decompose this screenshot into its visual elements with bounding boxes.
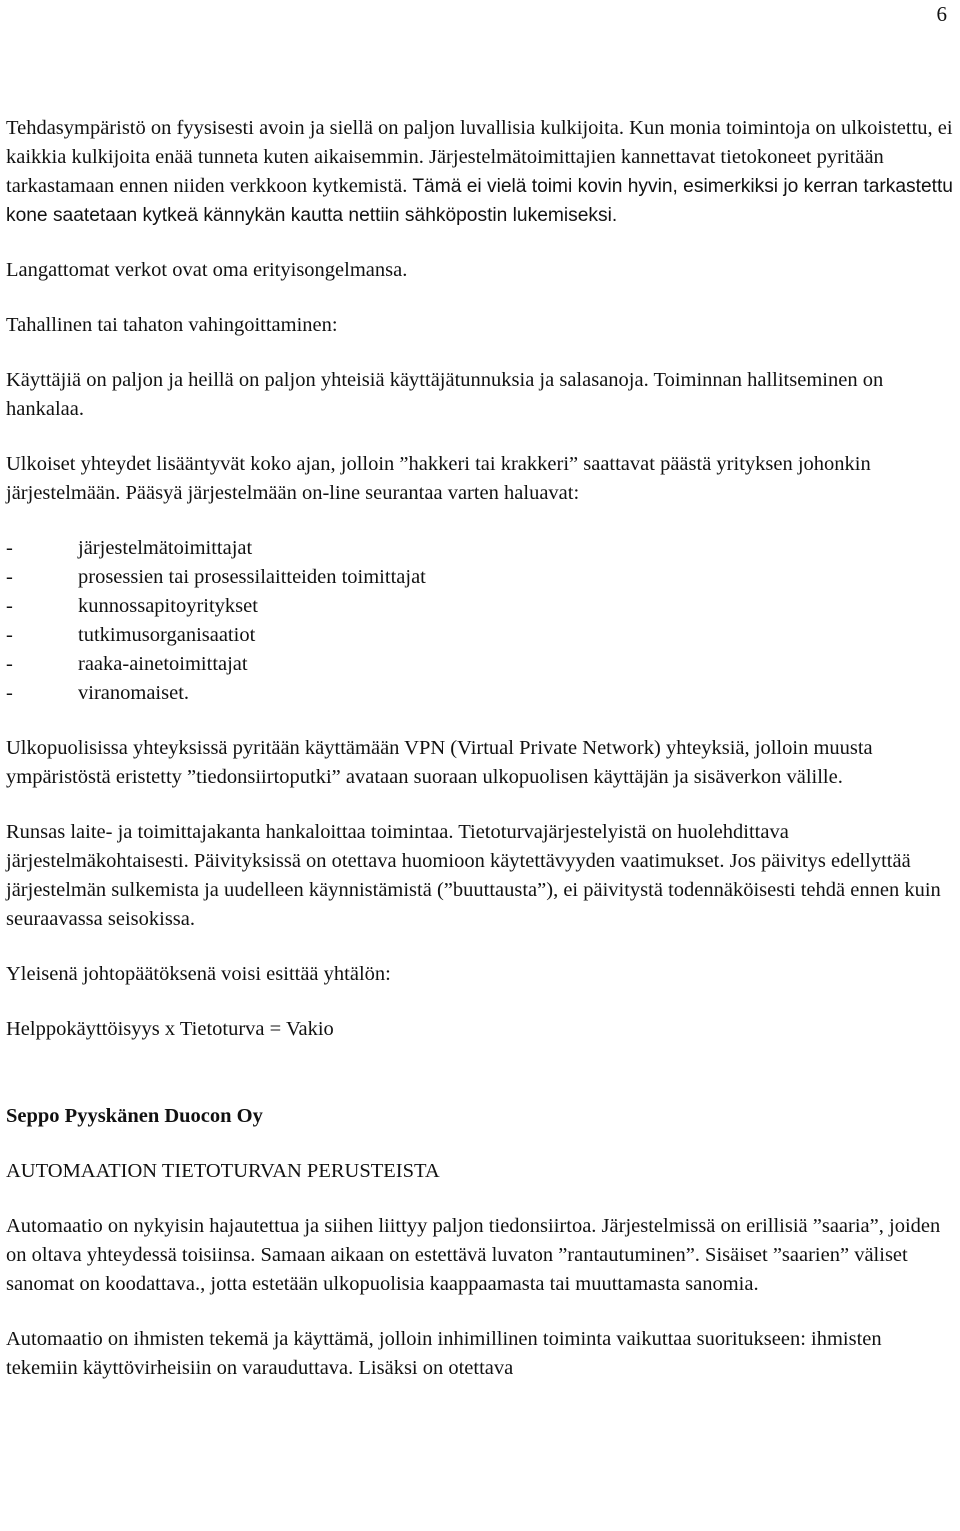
- list-dash: -: [6, 595, 13, 617]
- section-title: AUTOMAATION TIETOTURVAN PERUSTEISTA: [6, 1160, 440, 1182]
- paragraph-tahallinen: Tahallinen tai tahaton vahingoittaminen:: [6, 314, 338, 336]
- list-dash: -: [6, 537, 13, 559]
- intro-sentence-3: Tämä ei vielä toimi kovin hyvin, esimerkiksi jo kerran tarkastettu kone saatetaan kytkeä kännykän kautta nettiin sähköpostin lukemiseksi.: [6, 176, 953, 226]
- list-dash: -: [6, 624, 13, 646]
- list-item-text: kunnossapitoyritykset: [78, 595, 258, 617]
- paragraph-runsas: Runsas laite- ja toimittajakanta hankaloittaa toimintaa. Tietoturvajärjestelyistä on huolehdittava järjestelmäkohtaisesti. Päivityksissä on otettava huomioon käytettävyyden vaatimukset. Jos päivitys edellyttää järjestelmän sulkemista ja uudelleen käynnistämistä (”buuttausta”), ei päivitystä todennäköisesti tehdä ennen kuin seuraavassa seisokissa.: [6, 821, 941, 930]
- list-item: [6, 679, 956, 708]
- list-item-text: tutkimusorganisaatiot: [78, 624, 256, 646]
- paragraph-vpn: Ulkopuolisissa yhteyksissä pyritään käyttämään VPN (Virtual Private Network) yhteyksiä, jolloin muusta ympäristöstä eristetty ”tiedonsiirtoputki” avataan suoraan ulkopuolisen käyttäjän ja sisäverkon välille.: [6, 737, 873, 788]
- list-item: [6, 534, 956, 563]
- paragraph-automaatio-2: Automaatio on ihmisten tekemä ja käyttämä, jolloin inhimillinen toiminta vaikuttaa suoritukseen: ihmisten tekemiin käyttövirheisiin on varauduttava. Lisäksi on otettava: [6, 1328, 882, 1379]
- paragraph-automaatio-1: Automaatio on nykyisin hajautettua ja siihen liittyy paljon tiedonsiirtoa. Järjestelmissä on erillisiä ”saaria”, joiden on oltava yhteydessä toisiinsa. Samaan aikaan on estettävä luvaton ”rantautuminen”. Sisäiset ”saarien” väliset sanomat on koodattava., jotta estetään ulkopuolisia kaappaamasta tai muuttamasta sanomia.: [6, 1215, 941, 1295]
- page-number: 6: [936, 2, 947, 26]
- list-item: [6, 563, 956, 592]
- list-item-text: raaka-ainetoimittajat: [78, 653, 248, 675]
- paragraph-ulkoiset: Ulkoiset yhteydet lisääntyvät koko ajan, jolloin ”hakkeri tai krakkeri” saattavat päästä yrityksen johonkin järjestelmään. Pääsyä järjestelmään on-line seurantaa varten haluavat:: [6, 453, 871, 504]
- list-item: [6, 592, 956, 621]
- document-body: [6, 114, 956, 1409]
- access-list: [6, 534, 956, 708]
- equation: Helppokäyttöisyys x Tietoturva = Vakio: [6, 1018, 334, 1040]
- intro-sentence-2: Kun monia toimintoja on ulkoistettu, ei kaikkia kulkijoita enää tunneta kuten aikaisemmin. Järjestelmätoimittajien kannettavat tietokoneet pyritään tarkastamaan ennen niiden verkkoon kytkemistä.: [6, 117, 953, 197]
- paragraph-intro: [6, 114, 956, 230]
- author-heading: Seppo Pyyskänen Duocon Oy: [6, 1105, 263, 1127]
- list-item-text: prosessien tai prosessilaitteiden toimittajat: [78, 566, 426, 588]
- list-dash: -: [6, 653, 13, 675]
- list-item-text: järjestelmätoimittajat: [78, 537, 253, 559]
- paragraph-yleisena: Yleisenä johtopäätöksenä voisi esittää yhtälön:: [6, 963, 391, 985]
- list-dash: -: [6, 566, 13, 588]
- intro-sentence-1: Tehdasympäristö on fyysisesti avoin ja siellä on paljon luvallisia kulkijoita.: [6, 117, 625, 139]
- paragraph-langattomat: Langattomat verkot ovat oma erityisongelmansa.: [6, 259, 408, 281]
- list-item: [6, 621, 956, 650]
- list-item-text: viranomaiset.: [78, 682, 190, 704]
- list-item: [6, 650, 956, 679]
- paragraph-kayttajia: Käyttäjiä on paljon ja heillä on paljon yhteisiä käyttäjätunnuksia ja salasanoja. Toiminnan hallitseminen on hankalaa.: [6, 369, 884, 420]
- list-dash: -: [6, 682, 13, 704]
